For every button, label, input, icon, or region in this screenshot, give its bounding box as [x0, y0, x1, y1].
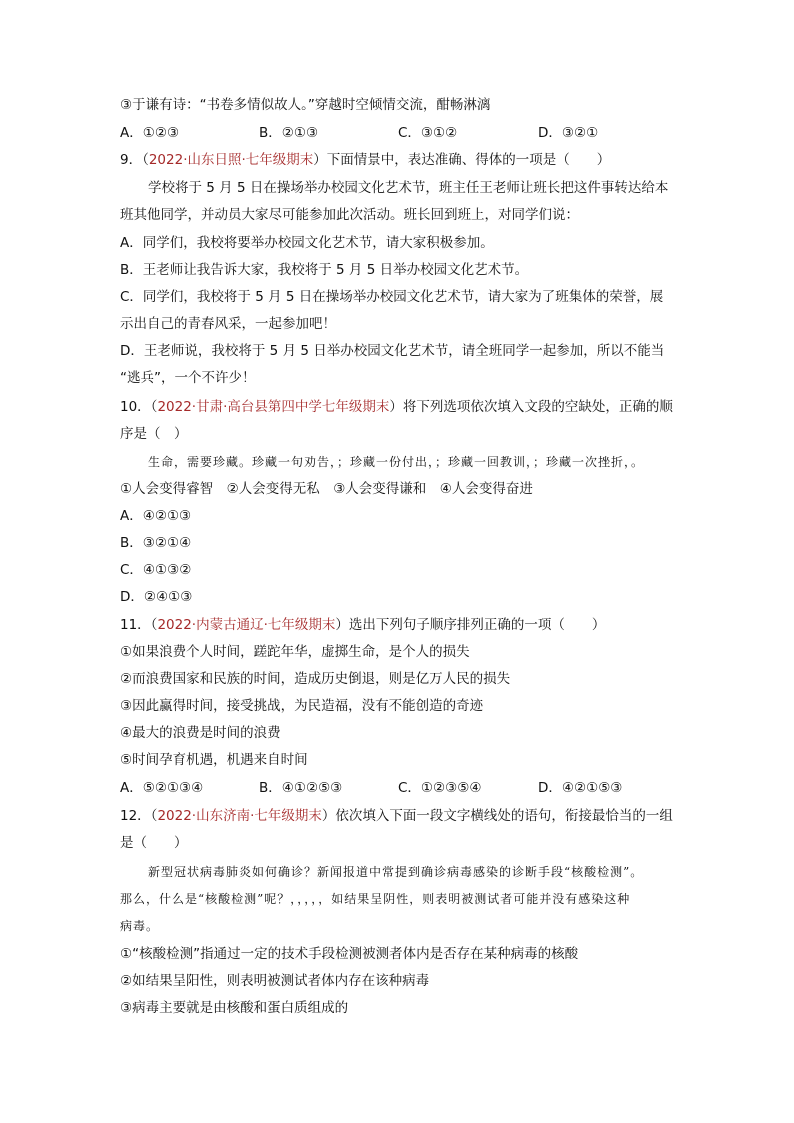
q11-item-4: ④最大的浪费是时间的浪费 [120, 725, 281, 741]
q11-option-c: C．①②③⑤④ [398, 780, 482, 796]
q9-stem [120, 150, 610, 170]
q9-context-1: 学校将于 5 月 5 日在操场举办校园文化艺术节，班主任王老师让班长把这件事转达给本 [148, 180, 669, 196]
q11-option-a: A．⑤②①③④ [120, 780, 204, 796]
q8-option-b: B．②①③ [259, 125, 319, 141]
q12-source: 2022·山东济南·七年级期末 [157, 808, 322, 824]
q12-stem-2: 是（ ） [120, 835, 188, 851]
q12-passage-1: 新型冠状病毒肺炎如何确诊？新闻报道中常提到确诊病毒感染的诊断手段“核酸检测”。 [148, 865, 644, 879]
q10-items: ①人会变得睿智 ②人会变得无私 ③人会变得谦和 ④人会变得奋进 [120, 481, 533, 497]
q9-option-d-1: D．王老师说，我校将于 5 月 5 日举办校园文化艺术节，请全班同学一起参加，所以不能当 [120, 343, 665, 359]
q11-item-1: ①如果浪费个人时间，蹉跎年华，虚掷生命，是个人的损失 [120, 644, 470, 660]
q8-option-d: D．③②① [538, 125, 599, 141]
q9-option-b: B．王老师让我告诉大家，我校将于 5 月 5 日举办校园文化艺术节。 [120, 262, 529, 278]
q10-source: 2022·甘肃·高台县第四中学七年级期末 [157, 399, 390, 415]
q12-item-3: ③病毒主要就是由核酸和蛋白质组成的 [120, 1000, 349, 1016]
q9-option-d-2: “逃兵”，一个不许少！ [120, 370, 256, 386]
q11-option-b: B．④①②⑤③ [259, 780, 343, 796]
q11-stem-text: ）选出下列句子顺序排列正确的一项（ ） [335, 617, 606, 633]
q11-item-3: ③因此赢得时间，接受挑战，为民造福，没有不能创造的奇迹 [120, 698, 484, 714]
q12-item-1: ①“核酸检测”指通过一定的技术手段检测被测者体内是否存在某种病毒的核酸 [120, 946, 579, 962]
q12-number: 12．（ [120, 808, 158, 824]
q11-number: 11．（ [120, 617, 158, 633]
q10-option-a: A．④②①③ [120, 508, 192, 524]
q10-option-d: D．②④①③ [120, 589, 193, 605]
q10-option-c: C．④①③② [120, 562, 192, 578]
q12-stem [120, 806, 673, 826]
q12-stem-text: ）依次填入下面一段文字横线处的语句，衔接最恰当的一组 [321, 808, 673, 824]
q9-option-a: A．同学们，我校将要举办校园文化艺术节，请大家积极参加。 [120, 235, 494, 251]
q9-context-2: 班其他同学，并动员大家尽可能参加此次活动。班长回到班上，对同学们说： [120, 207, 579, 223]
q9-number: 9．（ [120, 152, 149, 168]
q9-option-c-1: C．同学们，我校将于 5 月 5 日在操场举办校园文化艺术节，请大家为了班集体的荣誉，展 [120, 289, 664, 305]
q10-stem-text: ）将下列选项依次填入文段的空缺处，正确的顺 [389, 399, 673, 415]
q9-option-c-2: 示出自己的青春风采，一起参加吧！ [120, 316, 336, 332]
q12-item-2: ②如结果呈阳性，则表明被测试者体内存在该种病毒 [120, 973, 430, 989]
q9-stem-text: ）下面情景中，表达准确、得体的一项是（ ） [313, 152, 611, 168]
q8-item-3: ③于谦有诗：“书卷多情似故人。”穿越时空倾情交流，酣畅淋漓 [120, 97, 491, 113]
q11-item-2: ②而浪费国家和民族的时间，造成历史倒退，则是亿万人民的损失 [120, 671, 511, 687]
q12-passage-3: 病毒。 [120, 919, 160, 933]
q11-item-5: ⑤时间孕育机遇，机遇来自时间 [120, 752, 308, 768]
q8-option-a: A．①②③ [120, 125, 180, 141]
q8-option-c: C．③①② [398, 125, 458, 141]
q10-stem [120, 397, 673, 417]
q10-number: 10．（ [120, 399, 158, 415]
q9-source: 2022·山东日照·七年级期末 [148, 152, 314, 168]
q10-stem-2: 序是（ ） [120, 426, 188, 442]
q11-option-d: D．④②①⑤③ [538, 780, 623, 796]
q11-source: 2022·内蒙古通辽·七年级期末 [157, 617, 336, 633]
q11-stem [120, 615, 605, 635]
q10-option-b: B．③②①④ [120, 535, 192, 551]
q12-passage-2: 那么，什么是“核酸检测”呢？，，，，，如结果呈阴性，则表明被测试者可能并没有感染这种 [120, 892, 631, 906]
q10-passage: 生命，需要珍藏。珍藏一句劝告，；珍藏一份付出，；珍藏一回教训，；珍藏一次挫折，。 [148, 455, 645, 469]
